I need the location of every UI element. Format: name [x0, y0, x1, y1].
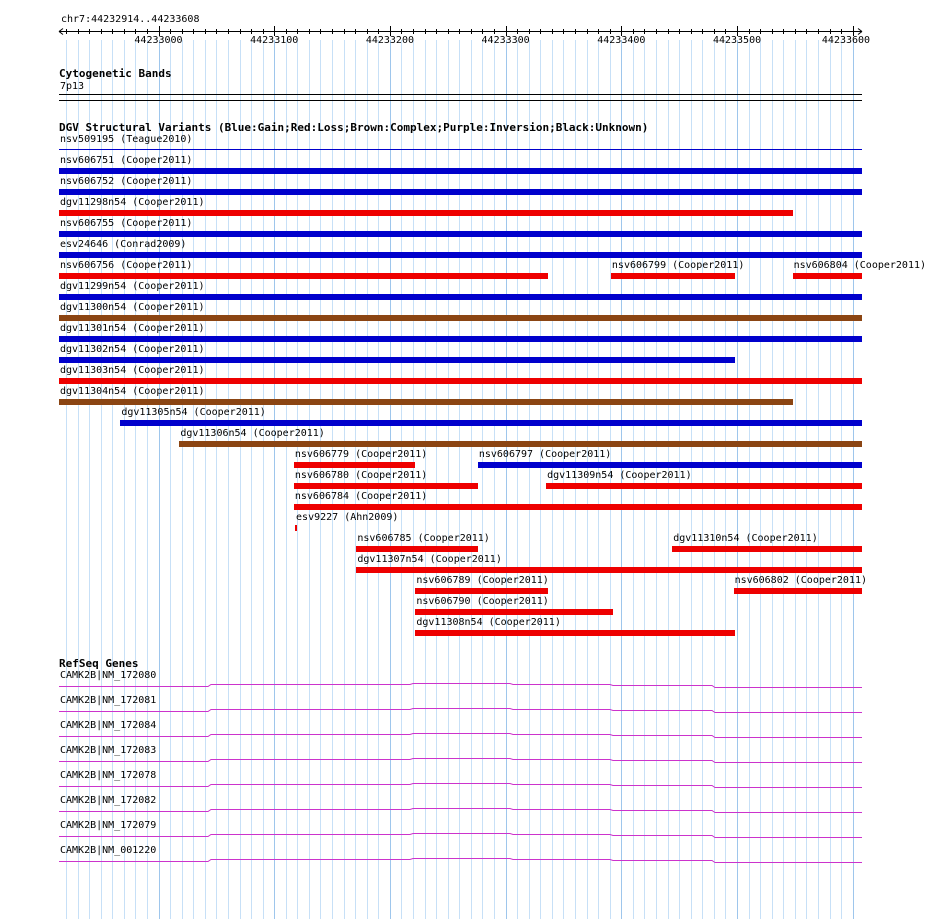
- dgv-feature-label[interactable]: nsv606779 (Cooper2011): [294, 449, 428, 460]
- dgv-feature-bar[interactable]: [611, 273, 735, 279]
- dgv-feature-label[interactable]: nsv606784 (Cooper2011): [294, 491, 428, 502]
- dgv-feature-bar[interactable]: [478, 462, 862, 468]
- dgv-feature-label[interactable]: dgv11300n54 (Cooper2011): [60, 302, 205, 313]
- dgv-feature-bar[interactable]: [59, 210, 793, 216]
- refseq-gene-label[interactable]: CAMK2B|NM_172078: [60, 770, 157, 781]
- dgv-feature-label[interactable]: dgv11306n54 (Cooper2011): [180, 428, 325, 439]
- dgv-feature-label[interactable]: nsv606785 (Cooper2011): [357, 533, 490, 544]
- dgv-feature-label[interactable]: nsv606804 (Cooper2011): [793, 260, 926, 271]
- ruler-tick-label: 44233200: [365, 35, 414, 46]
- refseq-gene-intron-line[interactable]: [59, 734, 862, 738]
- dgv-feature-bar[interactable]: [415, 609, 613, 615]
- dgv-feature-bar[interactable]: [356, 546, 477, 552]
- ruler-tick-label: 44233400: [597, 35, 646, 46]
- dgv-feature-label[interactable]: nsv509195 (Teague2010): [60, 134, 193, 145]
- cytoband-label: 7p13: [60, 81, 85, 92]
- dgv-feature-bar[interactable]: [59, 399, 793, 405]
- dgv-feature-bar[interactable]: [59, 252, 862, 258]
- dgv-feature-bar[interactable]: [294, 504, 862, 510]
- refseq-gene-label[interactable]: CAMK2B|NM_172081: [60, 695, 157, 706]
- dgv-feature-bar[interactable]: [294, 462, 415, 468]
- dgv-feature-label[interactable]: dgv11304n54 (Cooper2011): [60, 386, 205, 397]
- dgv-feature-bar[interactable]: [59, 189, 862, 195]
- ruler-tick-label: 44233600: [821, 35, 871, 46]
- ruler-tick-label: 44233100: [250, 35, 299, 46]
- dgv-feature-label[interactable]: nsv606799 (Cooper2011): [611, 260, 745, 271]
- cytoband-track-title: Cytogenetic Bands: [59, 67, 172, 80]
- dgv-feature-bar[interactable]: [59, 273, 548, 279]
- dgv-feature-label[interactable]: dgv11301n54 (Cooper2011): [60, 323, 205, 334]
- dgv-feature-bar[interactable]: [672, 546, 862, 552]
- dgv-feature-bar[interactable]: [734, 588, 862, 594]
- refseq-gene-intron-line[interactable]: [59, 859, 862, 863]
- refseq-gene-intron-line[interactable]: [59, 759, 862, 763]
- refseq-gene-label[interactable]: CAMK2B|NM_172083: [60, 745, 157, 756]
- dgv-feature-bar[interactable]: [59, 168, 862, 174]
- cytoband-band-line-bottom: [59, 100, 862, 101]
- dgv-feature-bar[interactable]: [294, 483, 478, 489]
- dgv-feature-label[interactable]: dgv11307n54 (Cooper2011): [357, 554, 502, 565]
- refseq-gene-label[interactable]: CAMK2B|NM_172080: [60, 670, 157, 681]
- dgv-feature-line[interactable]: [59, 149, 862, 150]
- refseq-gene-label[interactable]: CAMK2B|NM_001220: [60, 845, 157, 856]
- dgv-feature-label[interactable]: nsv606755 (Cooper2011): [60, 218, 193, 229]
- dgv-feature-label[interactable]: dgv11305n54 (Cooper2011): [121, 407, 266, 418]
- refseq-gene-label[interactable]: CAMK2B|NM_172084: [60, 720, 157, 731]
- dgv-feature-label[interactable]: nsv606751 (Cooper2011): [60, 155, 193, 166]
- dgv-feature-label[interactable]: nsv606780 (Cooper2011): [294, 470, 428, 481]
- dgv-feature-bar[interactable]: [59, 357, 735, 363]
- dgv-feature-label[interactable]: esv9227 (Ahn2009): [296, 512, 399, 523]
- dgv-feature-bar[interactable]: [59, 378, 862, 384]
- dgv-track-title: DGV Structural Variants (Blue:Gain;Red:Loss;Brown:Complex;Purple:Inversion;Black:Unknown): [59, 121, 649, 134]
- cytoband-band-line: [59, 94, 862, 95]
- dgv-feature-label[interactable]: nsv606802 (Cooper2011): [734, 575, 868, 586]
- refseq-gene-intron-line[interactable]: [59, 834, 862, 838]
- dgv-feature-label[interactable]: dgv11302n54 (Cooper2011): [60, 344, 205, 355]
- refseq-gene-intron-line[interactable]: [59, 684, 862, 688]
- ruler-tick-label: 44233500: [712, 35, 762, 46]
- dgv-feature-bar[interactable]: [120, 420, 862, 426]
- dgv-feature-label[interactable]: nsv606752 (Cooper2011): [60, 176, 193, 187]
- ruler-tick-label: 44233300: [481, 35, 530, 46]
- dgv-feature-label[interactable]: dgv11308n54 (Cooper2011): [416, 617, 561, 628]
- dgv-feature-bar[interactable]: [546, 483, 862, 489]
- dgv-feature-label[interactable]: dgv11309n54 (Cooper2011): [547, 470, 692, 481]
- dgv-feature-label[interactable]: dgv11303n54 (Cooper2011): [60, 365, 205, 376]
- dgv-feature-label[interactable]: dgv11310n54 (Cooper2011): [673, 533, 818, 544]
- dgv-feature-bar[interactable]: [415, 588, 548, 594]
- dgv-feature-bar[interactable]: [59, 294, 862, 300]
- dgv-feature-label[interactable]: nsv606790 (Cooper2011): [416, 596, 549, 607]
- dgv-feature-label[interactable]: dgv11298n54 (Cooper2011): [60, 197, 205, 208]
- refseq-gene-intron-line[interactable]: [59, 709, 862, 713]
- dgv-feature-bar[interactable]: [59, 231, 862, 237]
- ruler-tick-label: 44233000: [134, 35, 183, 46]
- refseq-gene-label[interactable]: CAMK2B|NM_172079: [60, 820, 157, 831]
- dgv-feature-bar[interactable]: [793, 273, 862, 279]
- dgv-feature-bar[interactable]: [415, 630, 734, 636]
- dgv-feature-label[interactable]: nsv606789 (Cooper2011): [416, 575, 549, 586]
- dgv-feature-label[interactable]: dgv11299n54 (Cooper2011): [60, 281, 205, 292]
- dgv-feature-label[interactable]: nsv606756 (Cooper2011): [60, 260, 193, 271]
- dgv-feature-bar[interactable]: [179, 441, 862, 447]
- dgv-feature-bar[interactable]: [356, 567, 862, 573]
- refseq-gene-intron-line[interactable]: [59, 809, 862, 813]
- dgv-feature-bar[interactable]: [295, 525, 297, 531]
- refseq-gene-intron-line[interactable]: [59, 784, 862, 788]
- dgv-feature-bar[interactable]: [59, 315, 862, 321]
- ruler-range-label: chr7:44232914..44233608: [61, 14, 200, 25]
- refseq-track-title: RefSeq Genes: [59, 657, 139, 670]
- dgv-feature-bar[interactable]: [59, 336, 862, 342]
- dgv-feature-label[interactable]: esv24646 (Conrad2009): [60, 239, 187, 250]
- refseq-gene-label[interactable]: CAMK2B|NM_172082: [60, 795, 157, 806]
- dgv-feature-label[interactable]: nsv606797 (Cooper2011): [478, 449, 612, 460]
